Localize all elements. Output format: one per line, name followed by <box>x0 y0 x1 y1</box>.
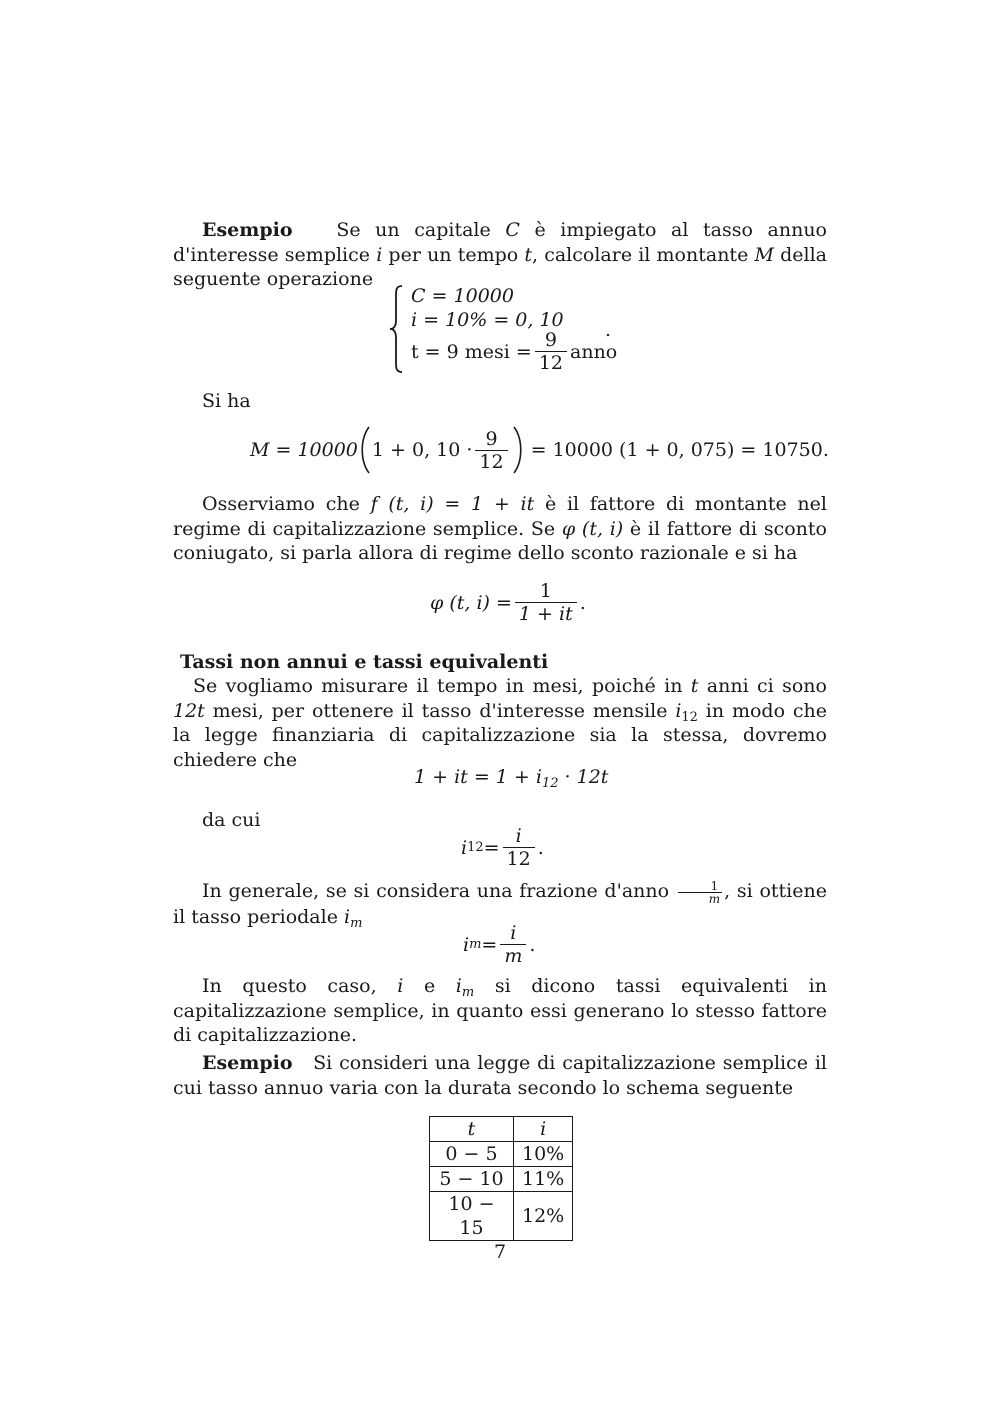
section-title: Tassi non annui e tassi equivalenti <box>180 651 549 673</box>
table-header-t: t <box>430 1117 514 1142</box>
fraction-i-over-m: $\frac{i}{m}$ <box>500 922 526 967</box>
equation-equivalence: 1 + it = $1 + i_{12} \cdot 12t$ <box>414 766 609 791</box>
paragraph-osserviamo: Osserviamo che f (t, i) = 1 + it è il fattore di montante nel regime di capitalizzazione semplice. Se φ (t, i) è il fattore di sconto coniugato, si parla allora di regime dello sconto razionale e si ha <box>173 493 827 564</box>
example-2-paragraph: Esempio Si consideri una legge di capitalizzazione semplice il cui tasso annuo varia con la durata secondo lo schema seguente <box>173 1052 827 1099</box>
table-row: 0 − 5 10% <box>430 1142 573 1167</box>
left-brace-icon <box>388 284 404 374</box>
table-header-row <box>430 1117 573 1142</box>
left-paren-icon <box>358 425 372 475</box>
paragraph-vogliamo: Se vogliamo misurare il tempo in mesi, poiché in t anni ci sono 12t mesi, per ottenere il tasso d'interesse mensile $i_{12}$ in modo che la legge finanziaria di capitalizzazione sia la stessa, dovremo chiedere che <box>173 675 827 771</box>
system-line-1: C = 10000 <box>411 285 514 307</box>
system-dot: . <box>605 319 612 341</box>
fraction-1-over-1-plus-it: $\frac{1}{1 + it}$ <box>515 580 577 625</box>
example-1-paragraph: Esempio Se un capitale C è impiegato al tasso annuo d'interesse semplice i per un tempo t, calcolare il montante M della seguente operazione <box>173 219 827 290</box>
right-paren-icon <box>511 425 525 475</box>
table-row: 5 − 10 11% <box>430 1167 573 1192</box>
equation-montante: M = 10000 1 + 0, 10 · $\frac{9}{12}$ = 10000 (1 + 0, 075) = 10750. <box>250 425 829 475</box>
fraction-i-over-12: $\frac{i}{12}$ <box>503 825 535 870</box>
paragraph-generale: In generale, se si considera una frazione d'anno $\frac{1}{m}$ , si ottiene il tasso periodale $i_m$ <box>173 878 827 931</box>
example-2-heading: Esempio <box>202 1052 293 1074</box>
table-header-i: i <box>514 1117 573 1142</box>
page-number: 7 <box>494 1241 507 1263</box>
fraction-9-12-b: $\frac{9}{12}$ <box>475 428 507 473</box>
paragraph-questo-caso: In questo caso, i e $i_m$ si dicono tassi equivalenti in capitalizzazione semplice, in quanto essi generano lo stesso fattore di capitalizzazione. <box>173 975 827 1046</box>
equation-i12: i 12 = $\frac{i}{12}$ . <box>461 825 544 870</box>
system-line-3: t = 9 mesi = $\frac{9}{12}$ anno <box>411 329 618 374</box>
si-ha-text: Si ha <box>202 390 251 412</box>
da-cui-text: da cui <box>202 809 261 831</box>
example-1-heading: Esempio <box>202 219 293 241</box>
equation-phi: φ (t, i) = $\frac{1}{1 + it}$ . <box>430 580 586 625</box>
fraction-1-over-m: $\frac{1}{m}$ <box>678 880 722 905</box>
rate-table <box>429 1116 573 1241</box>
equation-im: i m = $\frac{i}{m}$ . <box>463 922 536 967</box>
table-row: 10 − 15 12% <box>430 1192 573 1241</box>
system-line-2: i = 10% = 0, 10 <box>411 309 564 331</box>
fraction-9-12: $\frac{9}{12}$ <box>535 329 567 374</box>
